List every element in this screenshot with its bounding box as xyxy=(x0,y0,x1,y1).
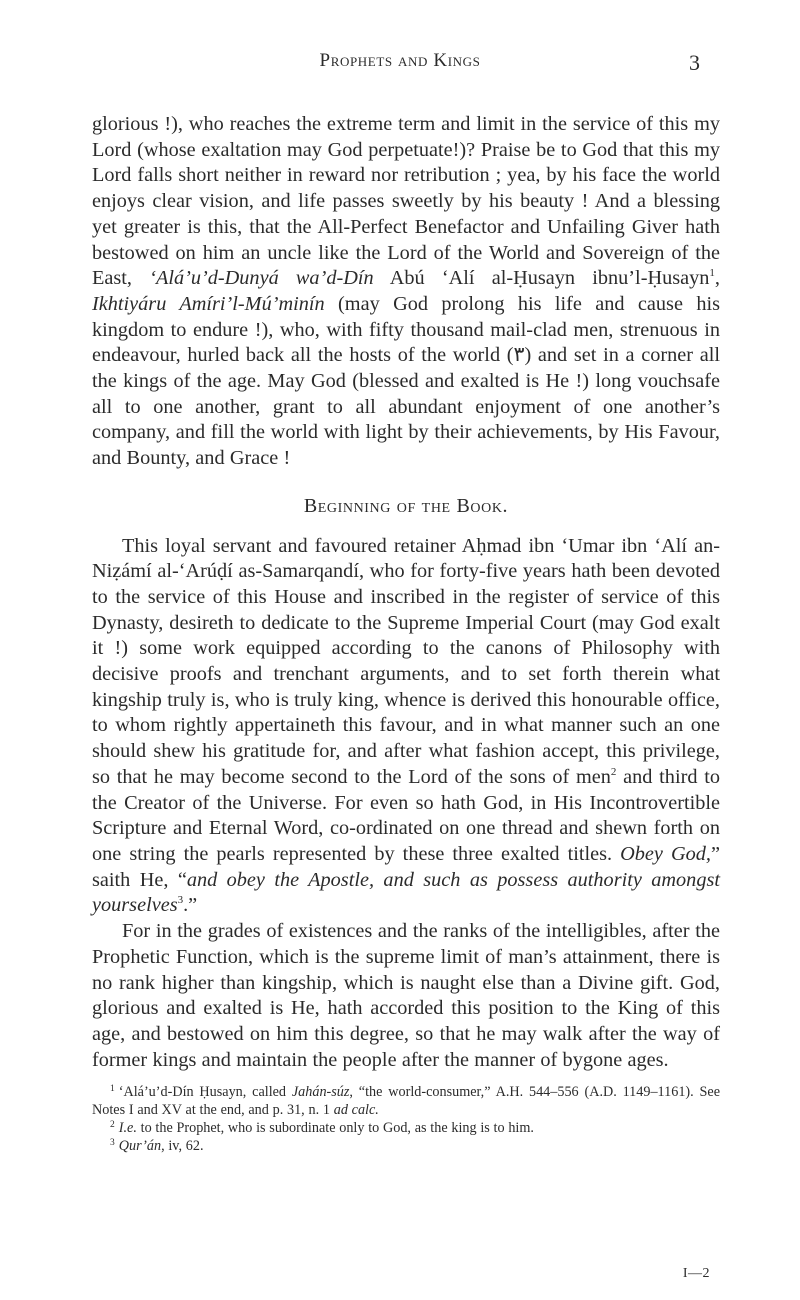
footnote-ref-3: 3 xyxy=(177,894,184,907)
footnotes xyxy=(92,1083,720,1155)
paragraph-1-text-b: Abú ‘Alí al-Ḥusayn ibnu’l-Ḥusayn xyxy=(389,267,710,290)
paragraph-1-comma: , xyxy=(714,267,720,290)
footnote-3-quran: Qur’án xyxy=(118,1138,162,1155)
title-ikhtiyaru: Ikhtiyáru Amíri’l-Mú’minín xyxy=(92,292,325,315)
paragraph-1-text-c: (may God prolong his life and cause his kingdom to endure !), who, with fifty thousand mail-clad men, strenuous in endeavour, hurled back all the hosts of the world (٣) and set in a corner all the kings of the age. May God (blessed and exalted is He !) long vouchsafe all to one another, grant to all abundant enjoyment of one another’s company, and fill the world with light by their achievements, by His Favour, and Bounty, and Grace ! xyxy=(92,292,720,470)
paragraph-3: For in the grades of existences and the ranks of the intelligibles, after the Prophetic Function, which is the supreme limit of man’s attainment, there is no rank higher than kingship, which is naught else than a Divine gift. God, glorious and exalted is He, hath accorded this position to the King of this age, and bestowed on him this degree, so that he may walk after the way of former kings and maintain the people after the manner of bygone ages. xyxy=(92,920,720,1071)
paragraph-2-text-d: .” xyxy=(183,894,198,917)
footnote-2-ie: I.e. xyxy=(118,1120,137,1137)
paragraph-2-text-b: and third to the Creator of the Universe. For even so hath God, in His Incontrovertible Scripture and Eternal Word, co-ordinated on one thread and shewn forth on one string the pearls represented by these three exalted titles. xyxy=(92,765,720,865)
quote-obey-god: Obey God, xyxy=(620,842,711,865)
footnote-1-mark: 1 xyxy=(110,1083,115,1094)
page-header xyxy=(0,50,800,90)
paragraph-2-text-c: ” saith He, “ xyxy=(92,842,720,891)
quote-obey-apostle: and obey the Apostle, and such as possess authority amongst yourselves xyxy=(92,868,720,917)
footnote-3-text: , iv, 62. xyxy=(161,1138,204,1155)
footnote-ref-1: 1 xyxy=(709,267,715,280)
section-heading: Beginning of the Book. xyxy=(303,494,509,517)
footnote-1 xyxy=(92,1083,720,1119)
title-ala-ud-dunya: ‘Alá’u’d-Dunyá wa’d-Dín xyxy=(149,267,374,290)
body-text xyxy=(92,112,720,1155)
footnote-1-jahan-suz: Jahán-súz xyxy=(291,1084,350,1101)
paragraph-2-text-a: This loyal servant and favoured retainer Aḥmad ibn ‘Umar ibn ‘Alí an-Niẓámí al-‘Arúḍí as-Samarqandí, who for forty-five years hath been devoted to the service of this House and inscribed in the register of service of this Dynasty, desireth to dedicate to the Supreme Imperial Court (may God exalt it !) some work equipped according to the canons of Philosophy with decisive proofs and trenchant arguments, and to set forth therein what kingship truly is, who is truly king, whence is derived this honourable office, to whom rightly appertaineth this favour, and in what manner such an one should shew his gratitude for, and after what fashion accept, this privilege, so that he may become second to the Lord of the sons of men xyxy=(92,534,720,788)
footnote-1-ad-calc: ad calc. xyxy=(333,1102,379,1119)
footnote-2-text: to the Prophet, who is subordinate only to God, as the king is to him. xyxy=(140,1120,534,1137)
page-number: 3 xyxy=(689,50,700,75)
signature-mark: I—2 xyxy=(682,1266,710,1281)
footnote-2 xyxy=(92,1119,720,1137)
footnote-2-mark: 2 xyxy=(110,1119,115,1130)
paragraph-1-text-a: glorious !), who reaches the extreme term and limit in the service of this my Lord (whose exaltation may God perpetuate!)? Praise be to God that this my Lord falls short neither in reward nor retribution ; yea, by his face the world enjoys clear vision, and life passes sweetly by his beauty ! And a blessing yet greater is this, that the All-Perfect Benefactor and Unfailing Giver hath bestowed on him an uncle like the Lord of the World and Sovereign of the East, xyxy=(92,113,720,290)
footnote-1-text-b: , “the world-consumer,” A.H. 544–556 (A.D. 1149–1161). See Notes I and XV at the end, and p. 31, n. 1 xyxy=(92,1084,720,1119)
footnote-1-text-a: ‘Alá’u’d-Dín Ḥusayn, called xyxy=(118,1084,287,1101)
footnote-3-mark: 3 xyxy=(110,1137,115,1148)
footnote-ref-2: 2 xyxy=(610,766,617,779)
footnote-3 xyxy=(92,1137,720,1155)
running-title: Prophets and Kings xyxy=(319,50,481,71)
paragraph-2 xyxy=(92,534,720,920)
paragraph-1 xyxy=(92,112,720,472)
